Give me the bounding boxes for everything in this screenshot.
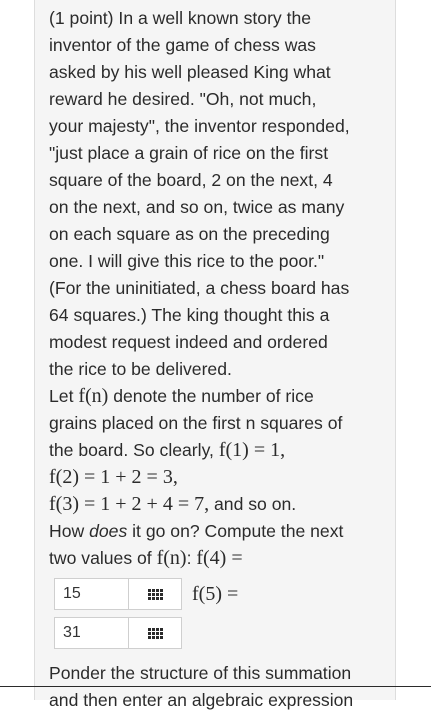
equation-editor-button[interactable] bbox=[128, 618, 181, 648]
let-suffix: denote the number of rice bbox=[108, 386, 314, 406]
equation-f3: f(3) = 1 + 2 + 4 = 7, bbox=[49, 493, 210, 515]
problem-line: your majesty", the inventor responded, bbox=[49, 116, 350, 136]
problem-line: modest request indeed and ordered bbox=[49, 332, 328, 352]
problem-line: Ponder the structure of this summation bbox=[49, 663, 352, 683]
problem-line: 64 squares.) The king thought this a bbox=[49, 305, 330, 325]
page-divider bbox=[0, 686, 431, 687]
f5-answer-row bbox=[54, 616, 389, 650]
problem-line: reward he desired. "Oh, not much, bbox=[49, 89, 317, 109]
equation-editor-button[interactable] bbox=[128, 579, 181, 609]
f4-label: f(4) = bbox=[196, 547, 243, 569]
f4-answer-field[interactable] bbox=[54, 578, 182, 610]
problem-line: (For the uninitiated, a chess board has bbox=[49, 278, 350, 298]
and-so-on: and so on. bbox=[209, 494, 297, 514]
problem-line: on the next, and so on, twice as many bbox=[49, 197, 345, 217]
problem-line: (1 point) In a well known story the bbox=[49, 8, 312, 28]
problem-line: on each square as on the preceding bbox=[49, 224, 330, 244]
problem-line: asked by his well pleased King what bbox=[49, 62, 331, 82]
clearly-prefix: the board. So clearly, bbox=[49, 440, 219, 460]
f5-answer-value[interactable]: 31 bbox=[63, 624, 81, 641]
let-prefix: Let bbox=[49, 386, 79, 406]
function-notation: f(n) bbox=[156, 547, 187, 569]
f4-answer-value[interactable]: 15 bbox=[63, 585, 81, 602]
problem-line: square of the board, 2 on the next, 4 bbox=[49, 170, 333, 190]
example-line bbox=[49, 491, 389, 518]
definition-line bbox=[49, 383, 389, 410]
colon: : bbox=[186, 548, 197, 568]
emphasis-does: does bbox=[89, 521, 128, 541]
problem-line: inventor of the game of chess was bbox=[49, 35, 316, 55]
problem-line: grains placed on the first n squares of bbox=[49, 413, 343, 433]
question-line bbox=[49, 545, 389, 572]
example-line bbox=[49, 464, 389, 491]
equation-f1: f(1) = 1, bbox=[218, 439, 286, 461]
problem-text bbox=[49, 5, 389, 714]
how-prefix: How bbox=[49, 521, 90, 541]
problem-line: the rice to be delivered. bbox=[49, 359, 232, 379]
function-notation: f(n) bbox=[78, 385, 109, 407]
equation-f2: f(2) = 1 + 2 = 3, bbox=[49, 466, 178, 488]
two-values-prefix: two values of bbox=[49, 548, 157, 568]
problem-line: one. I will give this rice to the poor." bbox=[49, 251, 325, 271]
problem-line: "just place a grain of rice on the first bbox=[49, 143, 329, 163]
f4-answer-row bbox=[54, 577, 389, 611]
grid-icon bbox=[148, 589, 163, 600]
grid-icon bbox=[148, 628, 163, 639]
f5-answer-field[interactable] bbox=[54, 617, 182, 649]
problem-line: and then enter an algebraic expression bbox=[49, 690, 354, 710]
f5-label: f(5) = bbox=[192, 582, 239, 605]
example-line bbox=[49, 437, 389, 464]
question-line bbox=[49, 518, 389, 545]
how-suffix: it go on? Compute the next bbox=[127, 521, 344, 541]
